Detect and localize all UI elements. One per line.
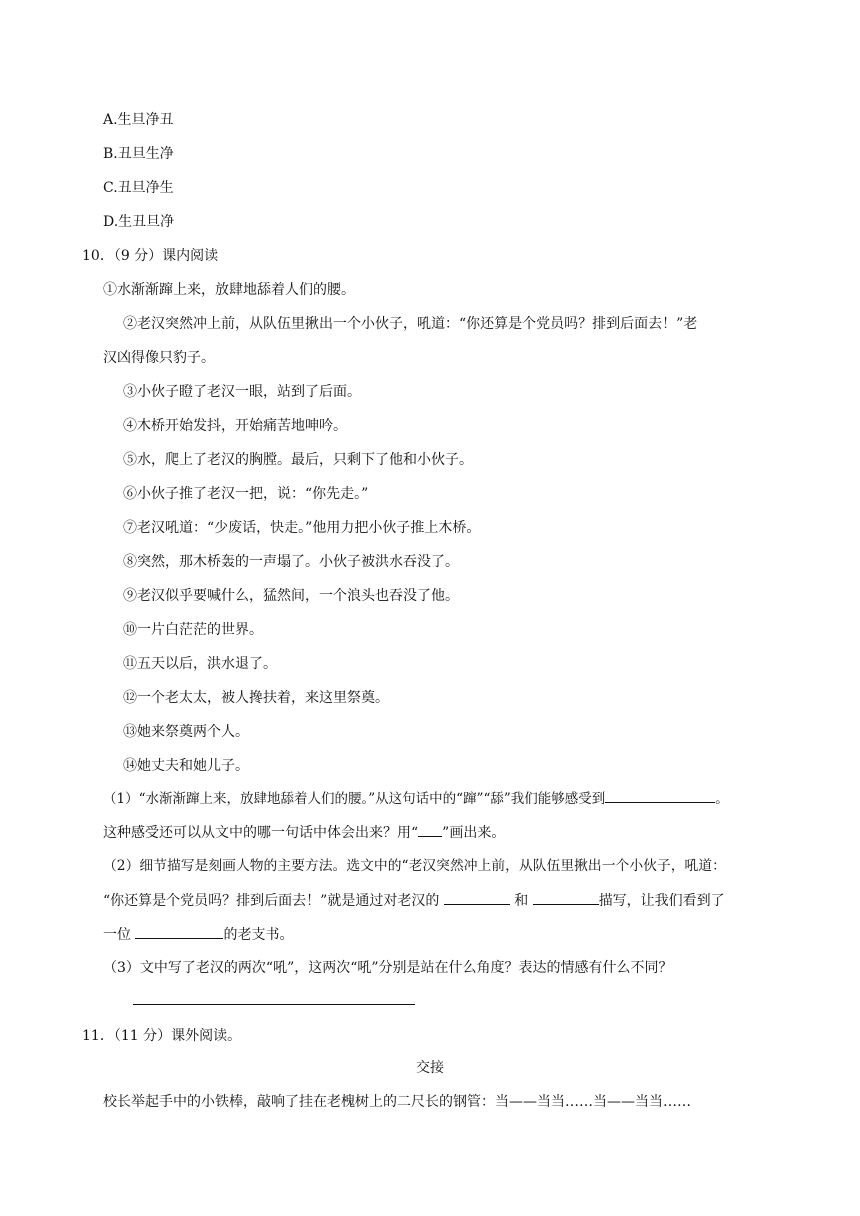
subquestion-2-cont2 xyxy=(103,924,293,945)
answer-blank-1[interactable] xyxy=(605,788,715,803)
passage-paragraph-12: ⑫一个老太太，被人搀扶着，来这里祭奠。 xyxy=(123,690,389,706)
subquestion-2b-text: “你还算是个党员吗？排到后面去！”就是通过对老汉的 xyxy=(103,893,440,909)
passage-paragraph-13: ⑬她来祭奠两个人。 xyxy=(123,724,249,740)
passage-paragraph-8: ⑧突然，那木桥轰的一声塌了。小伙子被洪水吞没了。 xyxy=(123,554,459,570)
option-b: B.丑旦生净 xyxy=(103,146,174,162)
subquestion-2b-end: 描写，让我们看到了 xyxy=(598,893,725,909)
answer-line-3[interactable] xyxy=(133,1004,415,1005)
subquestion-2c-end: 的老支书。 xyxy=(223,927,294,943)
passage-paragraph-4: ④木桥开始发抖，开始痛苦地呻吟。 xyxy=(123,418,347,434)
passage-paragraph-9: ⑨老汉似乎要喊什么，猛然间，一个浪头也吞没了他。 xyxy=(123,588,459,604)
passage-paragraph-7: ⑦老汉吼道：“少废话，快走。”他用力把小伙子推上木桥。 xyxy=(123,520,481,536)
option-c: C.丑旦净生 xyxy=(103,180,174,196)
option-d: D.生丑旦净 xyxy=(103,214,175,230)
subquestion-2: （2）细节描写是刻画人物的主要方法。选文中的“老汉突然冲上前，从队伍里揪出一个小伙子，吼道： xyxy=(103,858,726,874)
passage-paragraph-2: ②老汉突然冲上前，从队伍里揪出一个小伙子，吼道：“你还算是个党员吗？排到后面去！”老 xyxy=(123,316,698,332)
article-paragraph-1: 校长举起手中的小铁棒，敲响了挂在老槐树上的二尺长的钢管：当——当当……当——当当…… xyxy=(103,1094,691,1110)
passage-paragraph-5: ⑤水，爬上了老汉的胸膛。最后，只剩下了他和小伙子。 xyxy=(123,452,473,468)
subquestion-1-end: 。 xyxy=(715,791,729,807)
subquestion-1 xyxy=(103,788,729,809)
question-11-header: 11．（11 分）课外阅读。 xyxy=(82,1028,242,1044)
answer-blank-3[interactable] xyxy=(533,890,599,905)
passage-paragraph-11: ⑪五天以后，洪水退了。 xyxy=(123,656,277,672)
passage-paragraph-1: ①水渐渐蹿上来，放肆地舔着人们的腰。 xyxy=(103,282,355,298)
subquestion-1b-end: ”画出来。 xyxy=(442,825,506,841)
passage-paragraph-14: ⑭她丈夫和她儿子。 xyxy=(123,758,249,774)
article-title: 交接 xyxy=(416,1060,444,1076)
subquestion-2-cont xyxy=(103,890,725,911)
subquestion-3: （3）文中写了老汉的两次“吼”，这两次“吼”分别是站在什么角度？表达的情感有什么不同？ xyxy=(103,960,673,976)
underline-sample xyxy=(418,822,442,837)
subquestion-1-text: （1）“水渐渐蹿上来，放肆地舔着人们的腰。”从这句话中的“蹿”“舔”我们能够感受到 xyxy=(103,791,606,807)
passage-paragraph-2-cont: 汉凶得像只豹子。 xyxy=(103,350,215,366)
option-a: A.生旦净丑 xyxy=(103,112,174,128)
answer-blank-2[interactable] xyxy=(444,890,510,905)
subquestion-1-cont xyxy=(103,822,505,843)
answer-blank-4[interactable] xyxy=(135,924,223,939)
passage-paragraph-10: ⑩一片白茫茫的世界。 xyxy=(123,622,263,638)
subquestion-1b-text: 这种感受还可以从文中的哪一句话中体会出来？用“ xyxy=(103,825,419,841)
subquestion-2c-text: 一位 xyxy=(103,927,131,943)
passage-paragraph-3: ③小伙子瞪了老汉一眼，站到了后面。 xyxy=(123,384,361,400)
passage-paragraph-6: ⑥小伙子推了老汉一把，说：“你先走。” xyxy=(123,486,369,502)
question-10-header: 10．（9 分）课内阅读 xyxy=(82,248,219,264)
subquestion-2b-and: 和 xyxy=(514,893,529,909)
